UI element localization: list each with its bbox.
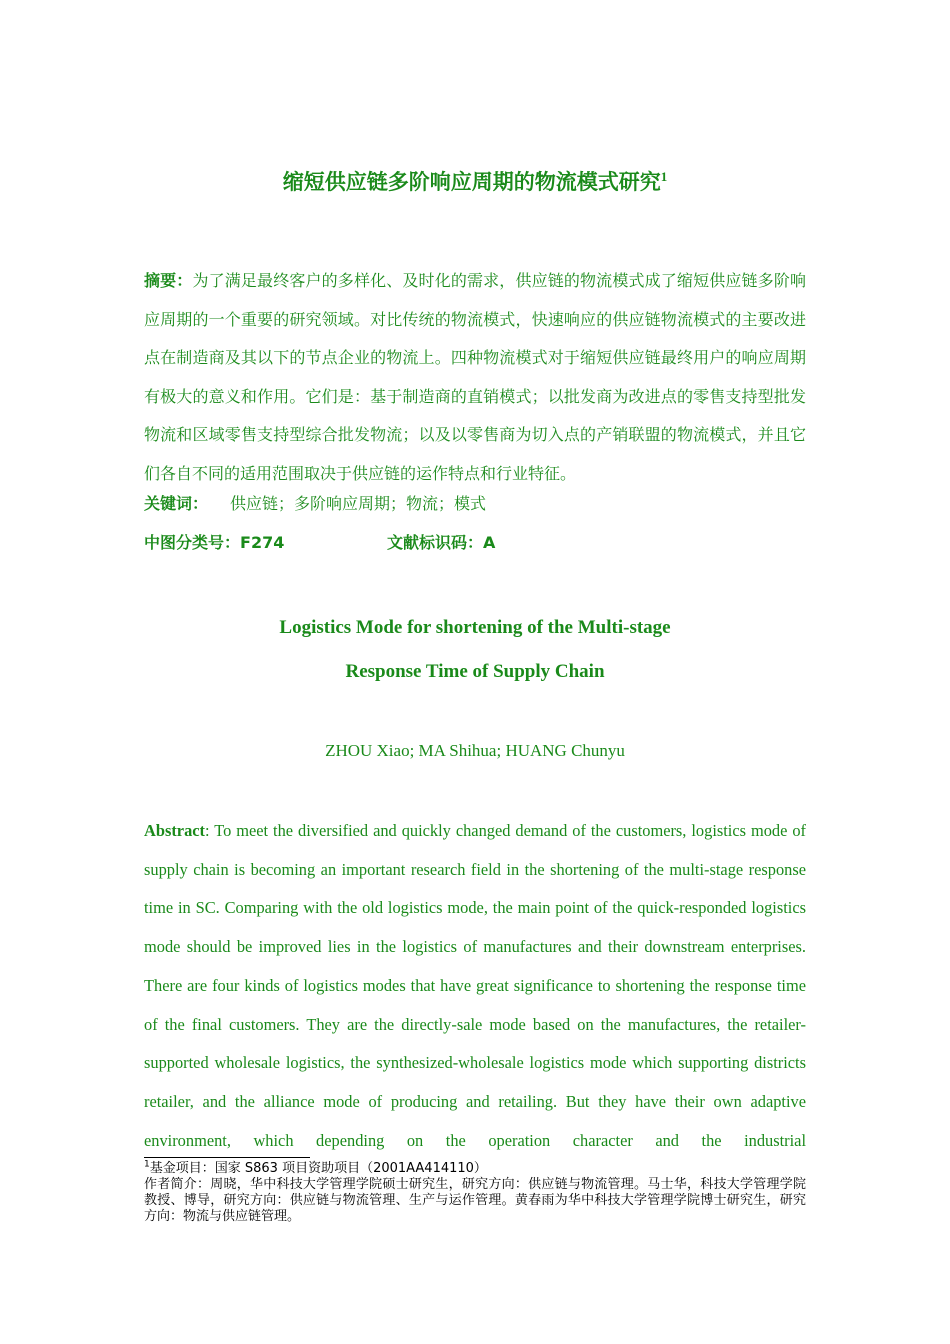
keywords-text: 供应链；多阶响应周期；物流；模式 [230,494,487,513]
clc-value: F274 [240,533,285,552]
authors-english: ZHOU Xiao; MA Shihua; HUANG Chunyu [325,741,625,760]
abstract-chinese [144,262,806,494]
title-cn-text: 缩短供应链多阶响应周期的物流模式研究 [282,170,661,194]
paper-title-chinese [0,168,950,196]
doc-code-label: 文献标识码： [387,533,484,552]
keywords-label: 关键词： [144,494,209,513]
keywords-chinese [144,492,806,516]
abstract-en-text: : To meet the diversified and quickly changed demand of the customers, logistics mode of supply chain is becoming an important research field in the shortening of the multi-stage response time in SC. Comparing with the old logistics mode, the main point of the quick-responded logistics mode should be improved lies in the logistics of manufactures and their downstream enterprises. There are four kinds of logistics modes that have great significance to shortening the response time of the final customers. They are the directly-sale mode based on the manufactures, the retailer-supported wholesale logistics, the synthesized-wholesale logistics mode which supporting districts retailer, and the alliance mode of producing and retailing. But they have their own adaptive environment, which depending on the operation character and the industrial [144,821,806,1150]
document-code [387,531,495,555]
clc-label: 中图分类号： [144,533,241,552]
footnote-mark: 1 [144,1159,150,1170]
title-en-line2: Response Time of Supply Chain [345,661,605,682]
footnote-fund-text: 基金项目：国家 S863 项目资助项目（2001AA414110） [149,1161,487,1176]
title-footnote-mark: 1 [660,169,668,184]
doc-code-value: A [483,533,496,552]
abstract-en-label: Abstract [144,821,205,840]
footnote-separator [144,1157,310,1158]
abstract-english [144,812,806,1160]
abstract-cn-label: 摘要： [144,271,193,290]
title-en-line1: Logistics Mode for shortening of the Multi-stage [279,617,671,638]
classification-line [144,531,806,555]
footnote-authors-intro: 作者简介：周晓，华中科技大学管理学院硕士研究生，研究方向：供应链与物流管理。马士华，科技大学管理学院教授、博导，研究方向：供应链与物流管理、生产与运作管理。黄春雨为华中科技大学管理学院博士研究生，研究方向：物流与供应链管理。 [144,1177,806,1224]
abstract-cn-text: 为了满足最终客户的多样化、及时化的需求，供应链的物流模式成了缩短供应链多阶响应周期的一个重要的研究领域。对比传统的物流模式，快速响应的供应链物流模式的主要改进点在制造商及其以下的节点企业的物流上。四种物流模式对于缩短供应链最终用户的响应周期有极大的意义和作用。它们是：基于制造商的直销模式；以批发商为改进点的零售支持型批发物流和区域零售支持型综合批发物流；以及以零售商为切入点的产销联盟的物流模式，并且它们各自不同的适用范围取决于供应链的运作特点和行业特征。 [144,271,806,483]
footnotes [144,1161,806,1225]
paper-title-english [0,606,950,694]
footnote-fund [144,1161,806,1177]
